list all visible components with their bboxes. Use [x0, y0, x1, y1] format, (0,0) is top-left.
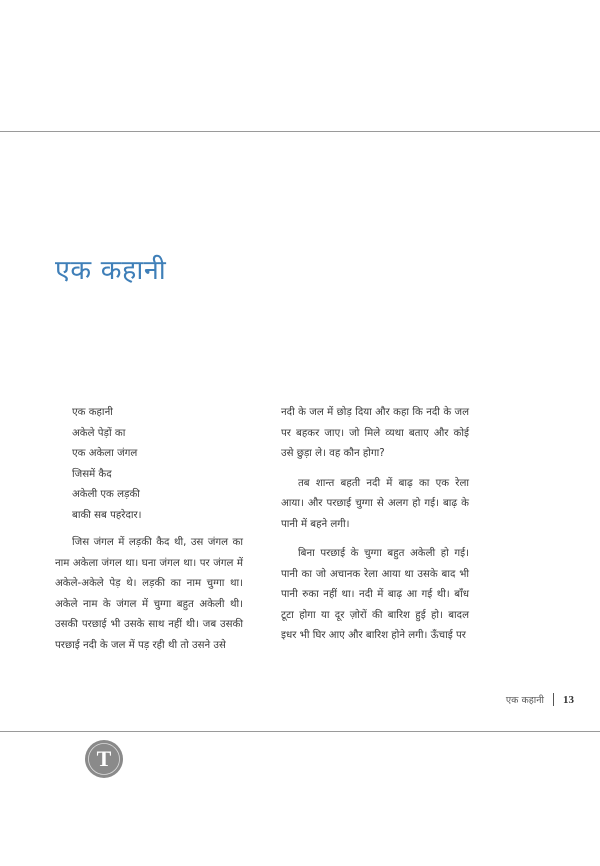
logo-letter: T: [96, 746, 112, 771]
running-title: एक कहानी: [505, 695, 544, 706]
logo-mark: [85, 740, 123, 778]
body-paragraph: बिना परछाई के चुग्गा बहुत अकेली हो गई। पानी का जो अचानक रेला आया था उसके बाद भी पानी रुका नहीं था। नदी में बाढ़ आ गई थी। बाँध टूटा होगा या दूर ज़ोरों की बारिश हुई हो। बादल इधर भी घिर आए और बारिश होने लगी। ऊँचाई पर: [281, 548, 469, 641]
poem-line: जिसमें कैद: [72, 468, 112, 480]
body-paragraph: नदी के जल में छोड़ दिया और कहा कि नदी के जल पर बहकर जाए। जो मिले व्यथा बताए और कोई उसे छुड़ा ले। वह कौन होगा?: [281, 407, 469, 459]
page-number: 13: [563, 693, 574, 706]
poem-line: एक कहानी: [72, 407, 113, 418]
header-rule: [0, 131, 600, 132]
left-column: [55, 403, 243, 665]
page-footer: [506, 693, 574, 706]
poem-line: एक अकेला जंगल: [72, 448, 138, 459]
poem-line: अकेले पेड़ों का: [72, 427, 126, 439]
poem-line: बाकी सब पहरेदार।: [72, 509, 142, 521]
right-column: [281, 403, 469, 656]
poem-line: अकेली एक लड़की: [72, 489, 140, 500]
body-paragraph: जिस जंगल में लड़की कैद थी, उस जंगल का नाम अकेला जंगल था। घना जंगल था। पर जंगल में अकेले-अकेले पेड़ थे। लड़की का नाम चुग्गा था। अकेले नाम के जंगल में चुग्गा बहुत अकेली थी। उसकी परछाई भी उसके साथ नहीं थी। जब उसकी परछाई नदी के जल में पड़ रही थी तो उसने उसे: [55, 537, 243, 651]
poem: [55, 403, 243, 526]
footer-rule: [0, 731, 600, 732]
footer-separator: [553, 693, 554, 706]
page-title: एक कहानी: [55, 255, 167, 286]
body-paragraph: तब शान्त बहती नदी में बाढ़ का एक रेला आया। और परछाई चुग्गा से अलग हो गई। बाढ़ के पानी में बहने लगी।: [281, 477, 469, 530]
publisher-logo: [85, 740, 123, 778]
